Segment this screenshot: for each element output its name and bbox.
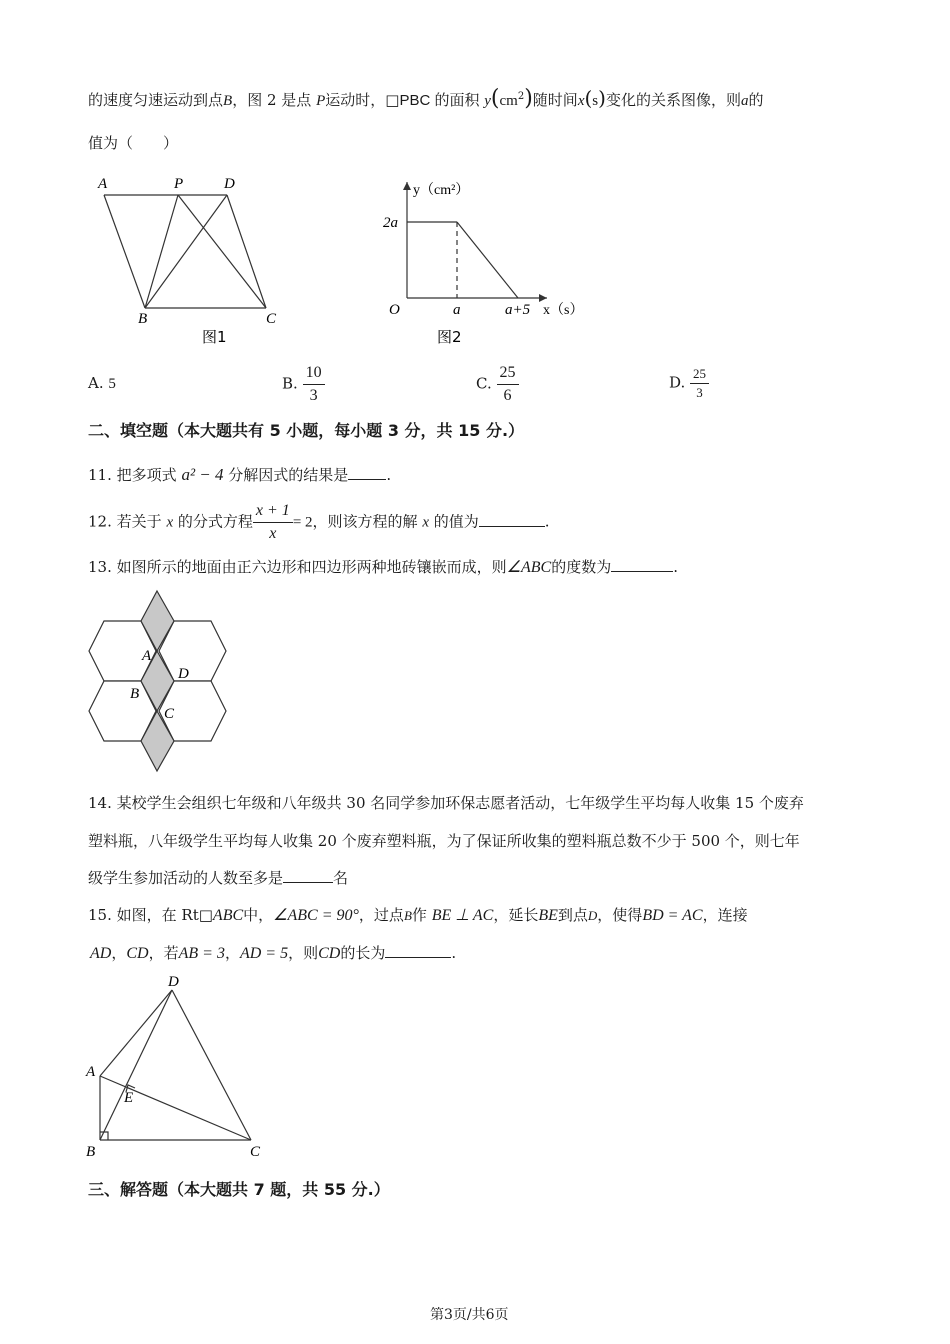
label-C: C (164, 706, 175, 722)
label-D: D (168, 974, 179, 990)
q12: 12. 若关于 x 的分式方程 $\frac{x + 1}{x}$ = 2，则该方程的解 x 的值为 . (88, 502, 550, 542)
q10-figure-1 (90, 170, 290, 350)
q10-line2: 值为（ ） (88, 134, 179, 152)
label-E: E (124, 1090, 134, 1106)
label-a: a (453, 302, 461, 318)
section-2-title: 二、填空题（本大题共有 5 小题，每小题 3 分，共 15 分.） (88, 421, 525, 440)
label-a-plus-5: a+5 (505, 302, 531, 318)
label-A: A (86, 1064, 96, 1080)
label-C: C (266, 311, 277, 327)
q13: 13. 如图所示的地面由正六边形和四边形两种地砖镶嵌而成，则∠ABC的度数为 . (88, 558, 679, 576)
q14-line2: 塑料瓶，八年级学生平均每人收集 20 个废弃塑料瓶，为了保证所收集的塑料瓶总数不少于 500 个，则七年 (88, 832, 800, 850)
segment-AD (100, 990, 172, 1076)
option-C: C. $\frac{25}{6}$ (476, 362, 519, 407)
q11: 11. 把多项式 a² − 4 分解因式的结果是 . (88, 465, 392, 484)
section-3-title: 三、解答题（本大题共 7 题，共 55 分.） (88, 1180, 390, 1199)
graph-descent (457, 222, 518, 298)
y-arrow (403, 182, 411, 190)
q10-line1: 的速度匀速运动到点B，图 2 是点 P运动时，□PBC 的面积 $y(cm^2)$随时间x(s)变化的关系图像，则a的 (88, 86, 764, 111)
segment-PC (178, 195, 266, 308)
segment-PB (145, 195, 178, 308)
segment-AC (100, 1076, 251, 1140)
label-D: D (178, 666, 189, 682)
q14-line3: 级学生参加活动的人数至多是 名 (88, 869, 349, 887)
page-footer: 第3页/共6页 (430, 1307, 509, 1323)
label-P: P (174, 176, 184, 192)
q15-line2: AD，CD，若AB = 3，AD = 5，则CD的长为 . (90, 944, 457, 962)
option-A: A. 5 (88, 374, 116, 392)
edge-DC (227, 195, 266, 308)
option-D: D. $\frac{25}{3}$ (669, 365, 709, 402)
segment-BD (100, 990, 172, 1140)
q15-line1: 15. 如图，在 Rt□ABC中，∠ABC = 90°，过点B作 BE ⊥ AC，延长BE到点D，使得BD = AC，连接 (88, 906, 748, 924)
q15-figure (84, 972, 274, 1164)
segment-DC (172, 990, 251, 1140)
q13-figure (86, 588, 236, 778)
label-B: B (130, 686, 140, 702)
label-B: B (86, 1144, 96, 1160)
label-O: O (389, 302, 400, 318)
label-A: A (98, 176, 108, 192)
q10-figure-2 (375, 172, 595, 350)
label-D: D (224, 176, 235, 192)
figure-2-caption: 图2 (437, 328, 462, 346)
q14-line1: 14. 某校学生会组织七年级和八年级共 30 名同学参加环保志愿者活动，七年级学生平均每人收集 15 个废弃 (88, 794, 804, 812)
label-C: C (250, 1144, 261, 1160)
segment-DB (145, 195, 227, 308)
option-B: B. $\frac{10}{3}$ (282, 362, 325, 407)
edge-AB (104, 195, 145, 308)
label-A: A (142, 648, 152, 664)
y-axis-label: y（cm²） (413, 183, 470, 198)
x-arrow (539, 294, 547, 302)
x-axis-label: x（s） (543, 303, 584, 318)
label-2a: 2a (383, 215, 398, 231)
label-B: B (138, 311, 148, 327)
figure-1-caption: 图1 (202, 328, 227, 346)
